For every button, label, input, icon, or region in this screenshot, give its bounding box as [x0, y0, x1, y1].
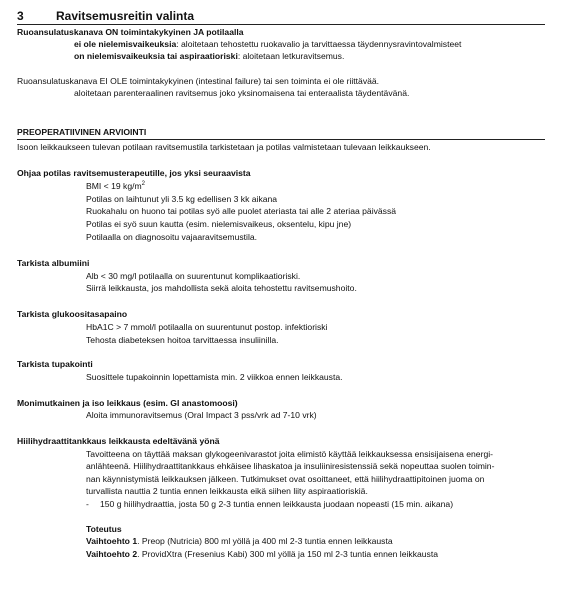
major-surgery-title: Monimutkainen ja iso leikkaus (esim. GI anastomoosi) — [17, 398, 238, 408]
carb-paragraph-line: turvallista nauttia 2 tuntia ennen leikkausta eikä siihen liity aspiraatioriskiä. — [86, 486, 368, 496]
section-number: 3 — [17, 9, 24, 23]
carb-paragraph-line: Tavoitteena on täyttää maksan glykogeenivarastot joita elimistö käyttää leikkauksessa ensisijaisena energi- — [86, 449, 493, 459]
option-1-label: Vaihtoehto 1 — [86, 536, 138, 546]
referral-bmi — [86, 181, 145, 192]
referral-item: Ruokahalu on huono tai potilas syö alle puolet ateriasta tai alle 2 ateriaa päivässä — [86, 206, 397, 216]
carb-paragraph-line: anlähteenä. Hiilihydraattitankkaus ehkäisee lihaskatoa ja insuliiniresistenssiä sekä nopeuttaa suolen toimin- — [86, 461, 495, 471]
referral-title: Ohjaa potilas ravitsemusterapeutille, jos yksi seuraavista — [17, 168, 251, 178]
implementation-option-2 — [86, 549, 438, 560]
item-1-action: : aloitetaan tehostettu ruokavalio ja tarvittaessa täydennysravintovalmisteet — [176, 39, 462, 49]
item-2-action: : aloitetaan letkuravitsemus. — [237, 51, 345, 61]
item-1-condition: ei ole nielemisvaikeuksia — [74, 39, 177, 49]
albumin-title: Tarkista albumiini — [17, 258, 90, 268]
glucose-title: Tarkista glukoositasapaino — [17, 309, 128, 319]
bmi-superscript: 2 — [141, 181, 145, 188]
carb-paragraph-line: nan käynnistymistä leikkauksen jälkeen. Tutkimukset ovat osoittaneet, että hiilihydraattipitoinen juoma on — [86, 474, 485, 484]
gi-functional-item-2 — [74, 51, 344, 62]
major-surgery-item: Aloita immunoravitsemus (Oral Impact 3 pss/vrk ad 7-10 vrk) — [86, 410, 317, 420]
carb-dose-bullet-dash: - — [86, 499, 89, 509]
implementation-option-1 — [86, 536, 393, 547]
option-2-label: Vaihtoehto 2 — [86, 549, 138, 559]
referral-item: Potilas ei syö suun kautta (esim. nielemisvaikeus, oksentelu, kipu jne) — [86, 219, 352, 229]
referral-item: Potilaalla on diagnosoitu vajaaravitsemustila. — [86, 232, 258, 242]
gi-failure-text: aloitetaan parenteraalinen ravitsemus joko yksinomaisena tai enteraalista täydentävänä. — [74, 88, 410, 98]
albumin-item: Alb < 30 mg/l potilaalla on suurentunut komplikaatioriski. — [86, 271, 301, 281]
preop-divider — [17, 139, 545, 140]
heading-divider — [17, 24, 545, 25]
section-title: Ravitsemusreitin valinta — [56, 9, 195, 23]
gi-failure-title: Ruoansulatuskanava EI OLE toimintakykyinen (intestinal failure) tai sen toiminta ei ole riittävää. — [17, 76, 380, 86]
option-2-text: . ProvidXtra (Fresenius Kabi) 300 ml yöllä ja 150 ml 2-3 tuntia ennen leikkausta — [137, 549, 439, 559]
glucose-item: Tehosta diabeteksen hoitoa tarvittaessa insuliinilla. — [86, 335, 279, 345]
item-2-condition: on nielemisvaikeuksia tai aspiraatioriski — [74, 51, 238, 61]
smoking-title: Tarkista tupakointi — [17, 359, 93, 369]
preop-title: PREOPERATIIVINEN ARVIOINTI — [17, 127, 147, 137]
option-1-text: . Preop (Nutricia) 800 ml yöllä ja 400 ml 2-3 tuntia ennen leikkausta — [137, 536, 393, 546]
gi-functional-item-1 — [74, 39, 461, 50]
albumin-item: Siirrä leikkausta, jos mahdollista sekä aloita tehostettu ravitsemushoito. — [86, 283, 357, 293]
carb-dose-bullet-text: 150 g hiilihydraattia, josta 50 g 2-3 tuntia ennen leikkausta juodaan nopeasti (15 min. aikana) — [100, 499, 454, 509]
smoking-item: Suosittele tupakoinnin lopettamista min. 2 viikkoa ennen leikkausta. — [86, 372, 343, 382]
carb-loading-title: Hiilihydraattitankkaus leikkausta edeltävänä yönä — [17, 436, 220, 446]
referral-item: Potilas on laihtunut yli 3.5 kg edellisen 3 kk aikana — [86, 194, 278, 204]
implementation-title: Toteutus — [86, 524, 122, 534]
gi-functional-title: Ruoansulatuskanava ON toimintakykyinen JA potilaalla — [17, 27, 244, 37]
bmi-text: BMI < 19 kg/m — [86, 181, 142, 191]
preop-intro: Isoon leikkaukseen tulevan potilaan ravitsemustila tarkistetaan ja potilas valmistetaan tulevaan leikkaukseen. — [17, 142, 431, 152]
glucose-item: HbA1C > 7 mmol/l potilaalla on suurentunut postop. infektioriski — [86, 322, 328, 332]
